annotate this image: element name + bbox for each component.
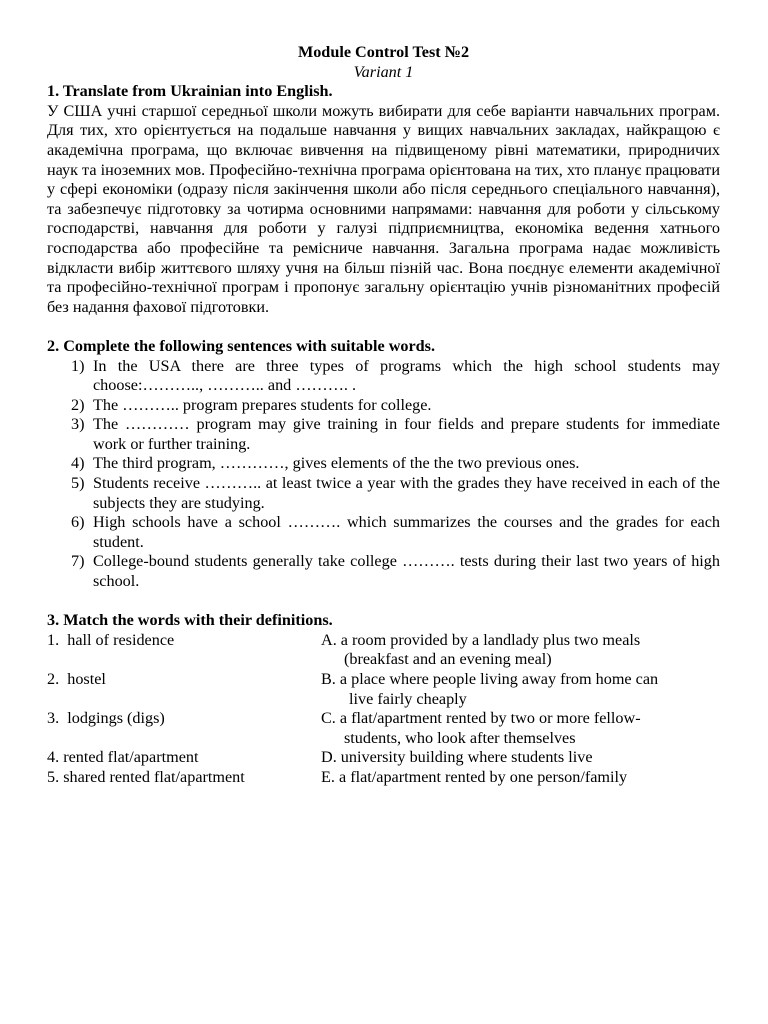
page-title: Module Control Test №2 bbox=[297, 43, 470, 61]
definition-text: D. university building where students live bbox=[321, 748, 593, 767]
definition-continuation: live fairly cheaply bbox=[349, 689, 467, 708]
item-number: 6) bbox=[71, 513, 85, 532]
item-number: 5) bbox=[71, 474, 85, 493]
definition-text: B. a place where people living away from home can bbox=[321, 670, 659, 688]
list-item bbox=[47, 454, 720, 474]
document-page bbox=[47, 43, 720, 788]
list-item bbox=[47, 415, 720, 454]
match-term: 2. hostel bbox=[47, 670, 106, 688]
section-1-heading: 1. Translate from Ukrainian into English. bbox=[47, 82, 333, 101]
translation-paragraph: У США учні старшої середньої школи можуть вибирати для себе варіанти навчальних програм. Для тих, хто орієнтується на подальше навчання у вищих навчальних закладах, найкращою є академічна програма, що включає вивчення на підвищеному рівні математики, природничих наук та іноземних мов. Професійно-технічна програма орієнтована на тих, хто планує працювати у сфері економіки (одразу після закінчення школи або після середнього спеціального навчання), та забезпечує підготовку за чотирма основними напрямами: навчання для роботи у сільському господарстві, навчання для роботи у галузі підприємництва, економіка ведення хатнього господарства або професійне та ремісниче навчання. Загальна програма надає можливість відкласти вибір життєвого шляху учня на більш пізній час. Вона поєднує елементи академічної та професійно-технічної програм і пропонує загальну орієнтацію учнів різноманітних професій без надання фахової підготовки. bbox=[47, 101, 720, 316]
match-term: 3. lodgings (digs) bbox=[47, 709, 165, 728]
match-definition bbox=[321, 748, 720, 768]
item-text: In the USA there are three types of programs which the high school students may choose:……….., ……….. and ………. . bbox=[93, 356, 720, 395]
definition-text: A. a room provided by a landlady plus two meals bbox=[321, 630, 641, 649]
sentence-list bbox=[47, 357, 720, 592]
item-text: Students receive ……….. at least twice a year with the grades they have received in each of the subjects they are studying. bbox=[93, 474, 720, 512]
definition-text: E. a flat/apartment rented by one person/family bbox=[321, 767, 628, 786]
item-number: 1) bbox=[71, 356, 85, 375]
item-number: 2) bbox=[71, 395, 85, 414]
section-3-heading: 3. Match the words with their definitions. bbox=[47, 611, 333, 630]
variant-label: Variant 1 bbox=[353, 62, 414, 81]
item-number: 4) bbox=[71, 454, 85, 473]
list-item bbox=[47, 357, 720, 396]
list-item bbox=[47, 396, 720, 416]
list-item bbox=[47, 552, 720, 591]
item-number: 7) bbox=[71, 552, 85, 571]
item-text: The third program, …………, gives elements of the the two previous ones. bbox=[93, 454, 580, 473]
definition-continuation: students, who look after themselves bbox=[344, 728, 576, 747]
match-term: 4. rented flat/apartment bbox=[47, 748, 199, 767]
item-text: The ……….. program prepares students for college. bbox=[93, 395, 432, 414]
list-item bbox=[47, 474, 720, 513]
match-term: 1. hall of residence bbox=[47, 630, 175, 649]
match-definition bbox=[321, 631, 720, 670]
definition-text: C. a flat/apartment rented by two or more fellow- bbox=[321, 709, 641, 728]
item-text: High schools have a school ………. which summarizes the courses and the grades for each student. bbox=[93, 513, 720, 551]
item-text: College-bound students generally take college ………. tests during their last two years of high school. bbox=[93, 552, 720, 591]
match-definition bbox=[321, 670, 720, 709]
spacer bbox=[47, 592, 720, 612]
item-number: 3) bbox=[71, 415, 85, 434]
matching-table bbox=[47, 631, 720, 788]
section-2-heading: 2. Complete the following sentences with suitable words. bbox=[47, 336, 436, 355]
match-definition bbox=[321, 709, 720, 748]
spacer bbox=[47, 317, 720, 337]
item-text: The ………… program may give training in four fields and prepare students for immediate work or further training. bbox=[93, 415, 720, 453]
definition-continuation: (breakfast and an evening meal) bbox=[344, 650, 552, 669]
match-term: 5. shared rented flat/apartment bbox=[47, 767, 245, 786]
list-item bbox=[47, 513, 720, 552]
match-definition bbox=[321, 768, 720, 788]
